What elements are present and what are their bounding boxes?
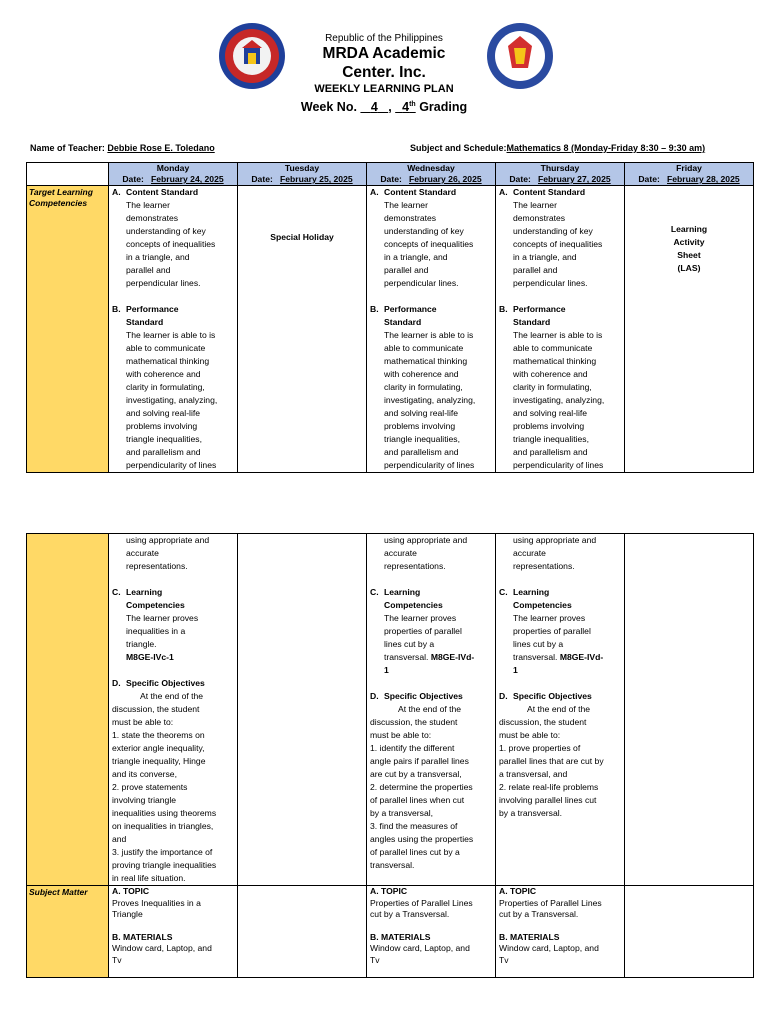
week-grading-line	[268, 100, 500, 114]
deped-seal-logo	[486, 22, 554, 90]
subject-label: Subject and Schedule:	[410, 143, 507, 153]
plan-title: WEEKLY LEARNING PLAN	[314, 83, 454, 95]
tuesday-cell	[238, 186, 367, 473]
subject-line	[410, 143, 705, 153]
thursday-competencies-cell: using appropriate and accurate representations. C. Learning Competencies The learner proves properties of parallel lines cut by a transversal. M8GE-IVd- 1 D. Specific Objectives At the end of the discussion, the student must be able to: 1. prove properties of parallel lines that are cut by a transversal, and 2. relate real-life problems involving parallel lines cut by a transversal.	[496, 534, 625, 886]
thursday-subject-cell: A. TOPIC Properties of Parallel Lines cut by a Transversal. B. MATERIALS Window card, Laptop, and Tv	[496, 886, 625, 978]
wednesday-standards-cell: A. Content Standard The learner demonstrates understanding of key concepts of inequalities in a triangle, and parallel and perpendicular lines. B. Performance Standard The learner is able to is able to communicate mathematical thinking with coherence and clarity in formulating, investigating, analyzing, and solving real-life problems involving triangle inequalities, and parallelism and perpendicularity of lines	[367, 186, 496, 473]
header-corner	[27, 163, 109, 186]
tuesday-empty-cell	[238, 534, 367, 886]
teacher-name: Debbie Rose E. Toledano	[107, 143, 215, 153]
special-holiday-note: Special Holiday	[270, 232, 334, 242]
friday-empty-cell	[625, 534, 754, 886]
school-name-line1: MRDA Academic	[322, 45, 446, 62]
day-header-wednesday: Wednesday Date: February 26, 2025	[367, 163, 496, 186]
subject-value: Mathematics 8 (Monday-Friday 8:30 – 9:30 am)	[506, 143, 706, 153]
weekly-plan-table-part1	[26, 162, 754, 473]
tuesday-subject-cell	[238, 886, 367, 978]
teacher-label: Name of Teacher:	[30, 143, 105, 153]
grading-value: 4th	[402, 100, 416, 114]
weekly-plan-table-part2	[26, 533, 754, 978]
grading-label: Grading	[419, 100, 468, 114]
day-header-thursday: Thursday Date: February 27, 2025	[496, 163, 625, 186]
week-value: 4	[370, 100, 378, 114]
row-label-subject-matter: Subject Matter	[27, 886, 109, 978]
week-label: Week No.	[300, 100, 357, 114]
wednesday-subject-cell: A. TOPIC Properties of Parallel Lines cut by a Transversal. B. MATERIALS Window card, Laptop, and Tv	[367, 886, 496, 978]
school-name	[268, 44, 500, 82]
day-header-row	[27, 163, 754, 186]
target-competencies-row	[27, 186, 754, 473]
monday-subject-cell: A. TOPIC Proves Inequalities in a Triangle B. MATERIALS Window card, Laptop, and Tv	[109, 886, 238, 978]
friday-cell	[625, 186, 754, 473]
school-name-line2: Center. Inc.	[342, 64, 426, 81]
week-sep: ,	[388, 100, 392, 114]
day-header-friday: Friday Date: February 28, 2025	[625, 163, 754, 186]
monday-standards-cell: A. Content Standard The learner demonstrates understanding of key concepts of inequalities in a triangle, and parallel and perpendicular lines. B. Performance Standard The learner is able to is able to communicate mathematical thinking with coherence and clarity in formulating, investigating, analyzing, and solving real-life problems involving triangle inequalities, and parallelism and perpendicularity of lines	[109, 186, 238, 473]
row-label-continued	[27, 534, 109, 886]
wednesday-competencies-cell: using appropriate and accurate representations. C. Learning Competencies The learner proves properties of parallel lines cut by a transversal. M8GE-IVd- 1 D. Specific Objectives At the end of the discussion, the student must be able to: 1. identify the different angle pairs if parallel lines are cut by a transversal, 2. determine the properties of parallel lines when cut by a transversal, 3. find the measures of angles using the properties of parallel lines cut by a transversal.	[367, 534, 496, 886]
subject-matter-row	[27, 886, 754, 978]
republic-line: Republic of the Philippines	[325, 33, 443, 44]
day-header-tuesday: Tuesday Date: February 25, 2025	[238, 163, 367, 186]
las-note: Learning Activity Sheet (LAS)	[670, 224, 708, 273]
day-header-monday: Monday Date: February 24, 2025	[109, 163, 238, 186]
teacher-line	[30, 143, 215, 153]
friday-subject-cell	[625, 886, 754, 978]
thursday-standards-cell: A. Content Standard The learner demonstrates understanding of key concepts of inequalities in a triangle, and parallel and perpendicular lines. B. Performance Standard The learner is able to is able to communicate mathematical thinking with coherence and clarity in formulating, investigating, analyzing, and solving real-life problems involving triangle inequalities, and parallelism and perpendicularity of lines	[496, 186, 625, 473]
monday-competencies-cell: using appropriate and accurate representations. C. Learning Competencies The learner proves inequalities in a triangle. M8GE-IVc-1 D. Specific Objectives At the end of the discussion, the student must be able to: 1. state the theorems on exterior angle inequality, triangle inequality, Hinge and its converse, 2. prove statements involving triangle inequalities using theorems on inequalities in triangles, and 3. justify the importance of proving triangle inequalities in real life situation.	[109, 534, 238, 886]
row-label-target: Target Learning Competencies	[27, 186, 109, 473]
competencies-continued-row	[27, 534, 754, 886]
